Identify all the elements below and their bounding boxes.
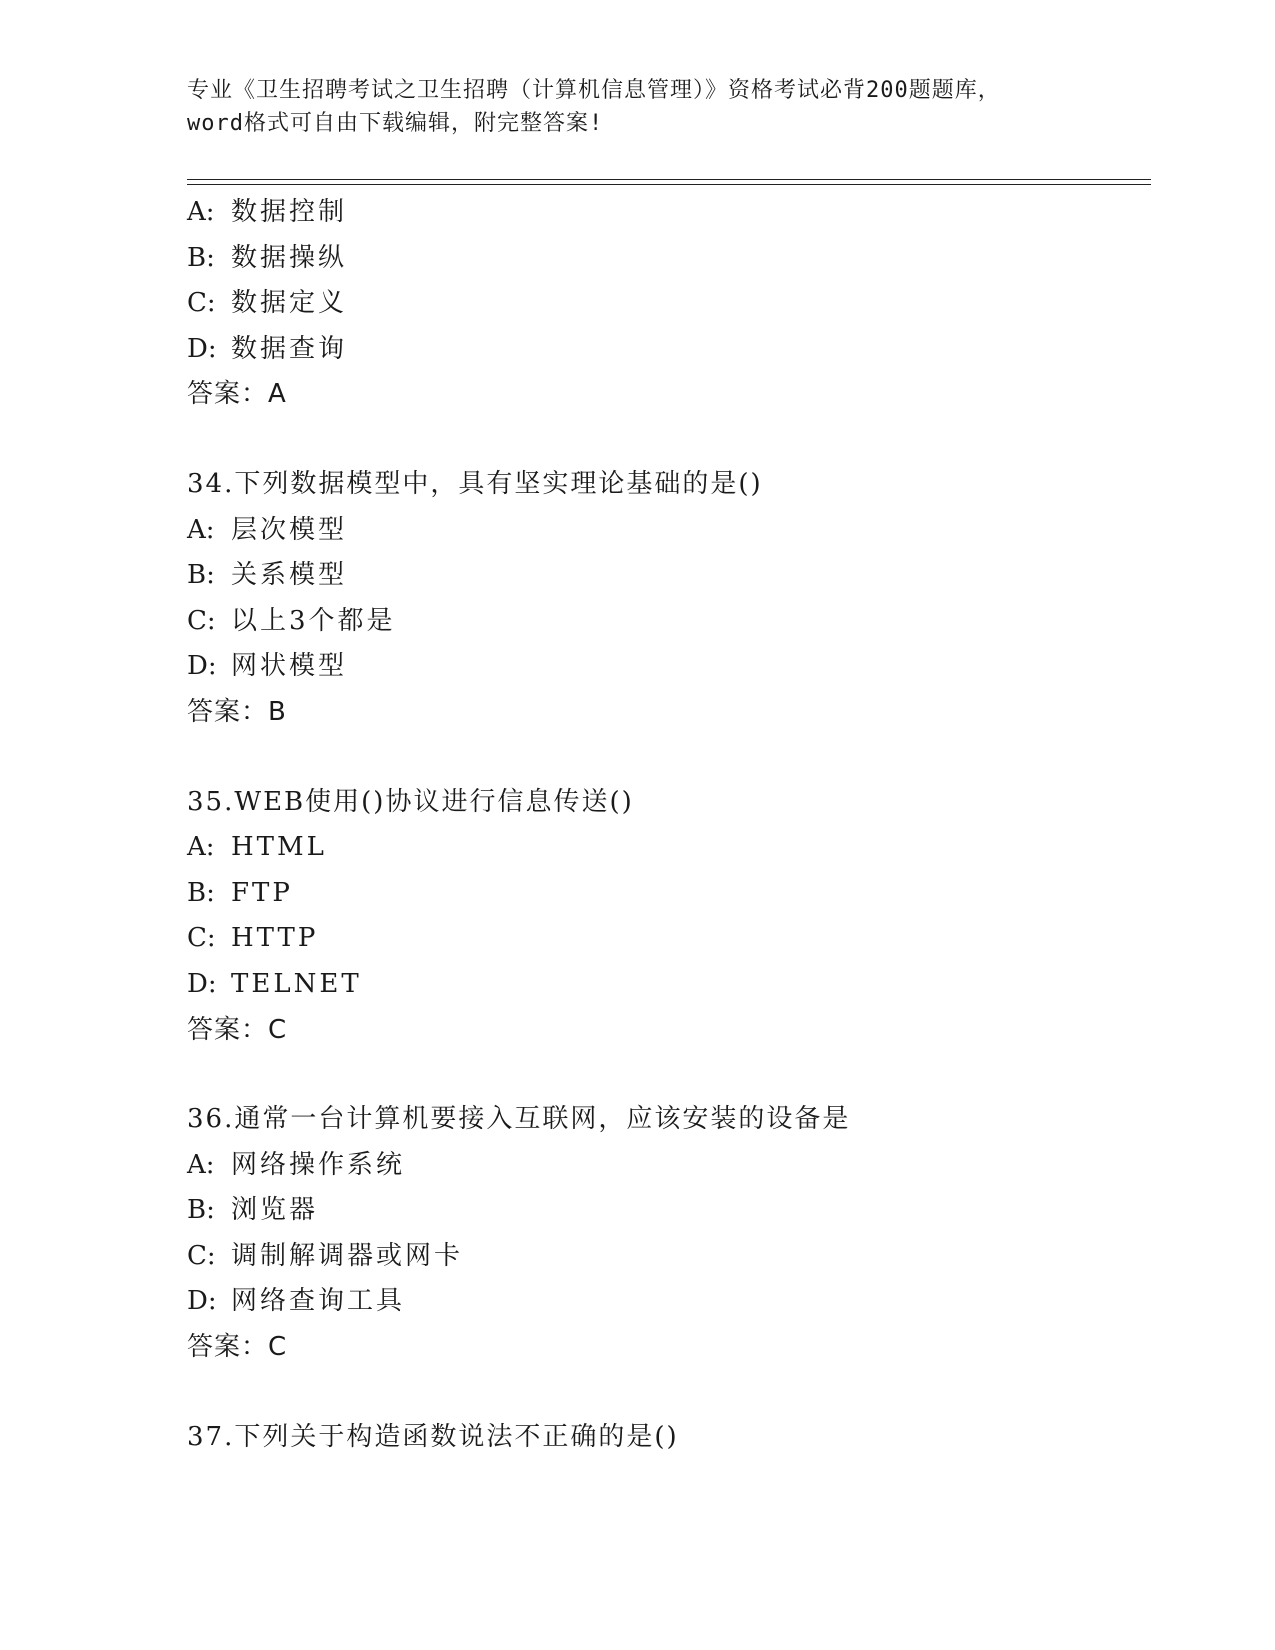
option-text: 以上3个都是 <box>231 605 396 636</box>
option-text: HTML <box>231 832 327 863</box>
option-b <box>187 553 1151 599</box>
question-title: 35.WEB使用()协议进行信息传送() <box>187 786 634 817</box>
header-divider-bottom <box>187 184 1151 185</box>
option-key: C: <box>187 1240 216 1271</box>
question-block-37 <box>187 1415 1151 1461</box>
option-c <box>187 1234 1151 1280</box>
option-c <box>187 916 1151 962</box>
answer-line: 答案：A <box>187 379 287 410</box>
option-key: D: <box>187 1286 217 1317</box>
option-a <box>187 190 1151 236</box>
spacer <box>187 736 1151 780</box>
option-text: TELNET <box>231 968 362 999</box>
header-line-1: 专业《卫生招聘考试之卫生招聘（计算机信息管理）》资格考试必背200题题库， <box>187 78 1001 103</box>
option-text: 关系模型 <box>231 560 348 591</box>
option-key: D: <box>187 968 217 999</box>
option-text: 数据查询 <box>231 333 348 364</box>
option-b <box>187 236 1151 282</box>
header-divider-top <box>187 179 1151 180</box>
option-key: B: <box>187 560 215 591</box>
question-block-33 <box>187 190 1151 418</box>
option-d <box>187 1279 1151 1325</box>
option-key: D: <box>187 333 217 364</box>
option-text: 网络操作系统 <box>231 1149 406 1180</box>
question-block-34 <box>187 462 1151 736</box>
question-content <box>187 190 1151 1460</box>
option-key: B: <box>187 1195 215 1226</box>
answer-line: 答案：C <box>187 1014 288 1045</box>
option-text: 浏览器 <box>231 1195 319 1226</box>
question-title: 36.通常一台计算机要接入互联网，应该安装的设备是 <box>187 1104 851 1135</box>
option-a <box>187 1143 1151 1189</box>
option-c <box>187 281 1151 327</box>
answer-line: 答案：C <box>187 1332 288 1363</box>
option-text: HTTP <box>231 923 319 954</box>
option-text: 数据操纵 <box>231 242 348 273</box>
option-key: B: <box>187 877 215 908</box>
option-d <box>187 327 1151 373</box>
option-b <box>187 1188 1151 1234</box>
option-key: A: <box>187 197 215 227</box>
header-line-2: word格式可自由下载编辑，附完整答案! <box>187 111 604 136</box>
option-b <box>187 871 1151 917</box>
option-key: A: <box>187 1149 215 1180</box>
question-title: 37.下列关于构造函数说法不正确的是() <box>187 1421 679 1452</box>
option-text: 网络查询工具 <box>231 1286 406 1317</box>
answer-line: 答案：B <box>187 696 287 727</box>
option-text: FTP <box>231 877 293 908</box>
question-block-35 <box>187 780 1151 1054</box>
option-text: 调制解调器或网卡 <box>231 1240 464 1271</box>
spacer <box>187 1371 1151 1415</box>
option-key: C: <box>187 605 216 636</box>
question-block-36 <box>187 1097 1151 1371</box>
option-text: 网状模型 <box>231 651 348 682</box>
option-key: D: <box>187 651 217 682</box>
option-d <box>187 962 1151 1008</box>
option-a <box>187 508 1151 554</box>
spacer <box>187 418 1151 462</box>
option-text: 层次模型 <box>231 514 348 545</box>
option-a <box>187 825 1151 871</box>
document-header <box>187 74 1087 140</box>
spacer <box>187 1053 1151 1097</box>
option-key: A: <box>187 514 215 545</box>
option-key: C: <box>187 288 216 319</box>
option-text: 数据控制 <box>231 197 348 227</box>
question-title: 34.下列数据模型中，具有坚实理论基础的是() <box>187 468 763 499</box>
option-c <box>187 599 1151 645</box>
option-key: C: <box>187 923 216 954</box>
option-d <box>187 644 1151 690</box>
option-key: A: <box>187 832 215 863</box>
option-key: B: <box>187 242 215 273</box>
option-text: 数据定义 <box>231 288 348 319</box>
